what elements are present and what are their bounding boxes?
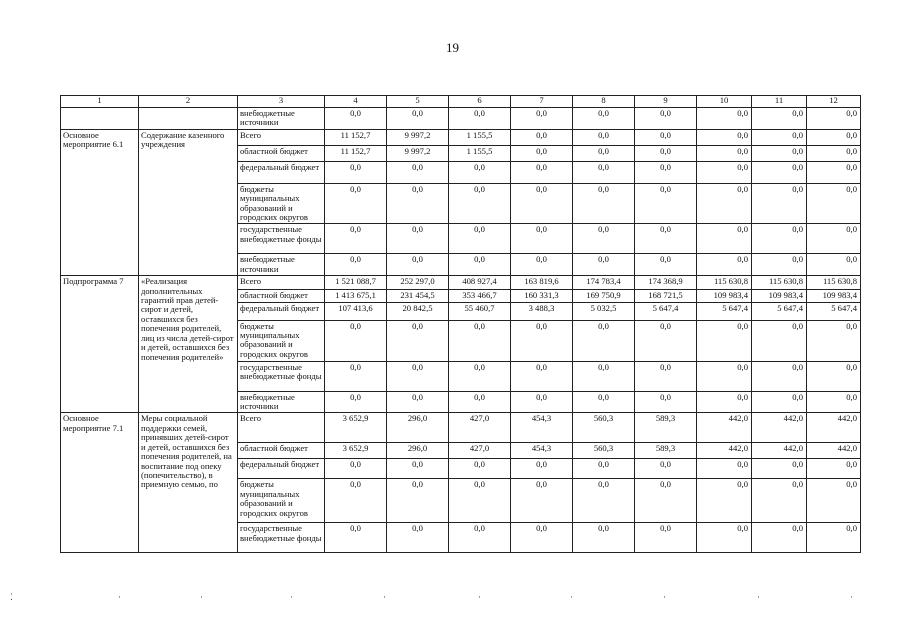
value-cell: 5 032,5: [573, 302, 635, 320]
value-cell: 442,0: [752, 443, 807, 459]
value-cell: 0,0: [635, 161, 697, 183]
value-cell: 3 488,3: [511, 302, 573, 320]
value-cell: 0,0: [387, 183, 449, 224]
value-cell: 0,0: [387, 523, 449, 553]
value-cell: 0,0: [807, 391, 861, 413]
value-cell: 0,0: [325, 459, 387, 479]
value-cell: 0,0: [752, 320, 807, 361]
value-cell: 0,0: [807, 254, 861, 276]
value-cell: 0,0: [752, 459, 807, 479]
table-row: [61, 276, 861, 290]
value-cell: 231 454,5: [387, 290, 449, 302]
value-cell: 0,0: [573, 361, 635, 391]
value-cell: 1 155,5: [449, 129, 511, 145]
value-cell: 1 413 675,1: [325, 290, 387, 302]
funding-source-cell: бюджеты муниципальных образований и городских округов: [238, 320, 325, 361]
value-cell: 0,0: [325, 224, 387, 254]
value-cell: 163 819,6: [511, 276, 573, 290]
value-cell: 0,0: [635, 479, 697, 523]
funding-source-cell: Всего: [238, 129, 325, 145]
value-cell: 442,0: [697, 413, 752, 443]
value-cell: 0,0: [325, 108, 387, 130]
value-cell: 442,0: [697, 443, 752, 459]
value-cell: 0,0: [573, 161, 635, 183]
value-cell: 0,0: [573, 108, 635, 130]
value-cell: 0,0: [573, 479, 635, 523]
value-cell: 5 647,4: [635, 302, 697, 320]
value-cell: 0,0: [325, 320, 387, 361]
value-cell: 0,0: [635, 145, 697, 161]
value-cell: 11 152,7: [325, 129, 387, 145]
header-cell: 12: [807, 96, 861, 108]
value-cell: 0,0: [573, 145, 635, 161]
value-cell: 0,0: [697, 161, 752, 183]
funding-source-cell: областной бюджет: [238, 145, 325, 161]
value-cell: 0,0: [449, 479, 511, 523]
value-cell: 0,0: [752, 183, 807, 224]
value-cell: 0,0: [635, 254, 697, 276]
value-cell: 0,0: [325, 479, 387, 523]
funding-source-cell: федеральный бюджет: [238, 459, 325, 479]
value-cell: 160 331,3: [511, 290, 573, 302]
funding-source-cell: бюджеты муниципальных образований и городских округов: [238, 183, 325, 224]
value-cell: 0,0: [573, 523, 635, 553]
value-cell: 0,0: [752, 523, 807, 553]
value-cell: 0,0: [807, 161, 861, 183]
value-cell: 0,0: [635, 391, 697, 413]
value-cell: 0,0: [697, 108, 752, 130]
header-cell: 10: [697, 96, 752, 108]
program-code-cell: Основное мероприятие 7.1: [61, 413, 139, 553]
value-cell: 0,0: [697, 361, 752, 391]
value-cell: 0,0: [511, 161, 573, 183]
value-cell: 0,0: [807, 320, 861, 361]
value-cell: 0,0: [573, 391, 635, 413]
value-cell: 0,0: [635, 320, 697, 361]
value-cell: 408 927,4: [449, 276, 511, 290]
value-cell: 0,0: [325, 361, 387, 391]
table-row: [61, 413, 861, 443]
value-cell: 0,0: [697, 523, 752, 553]
value-cell: 0,0: [807, 183, 861, 224]
value-cell: 0,0: [449, 108, 511, 130]
value-cell: 0,0: [807, 145, 861, 161]
value-cell: 20 842,5: [387, 302, 449, 320]
value-cell: 0,0: [635, 459, 697, 479]
value-cell: 0,0: [752, 224, 807, 254]
program-code-cell: [61, 108, 139, 130]
value-cell: 0,0: [325, 523, 387, 553]
value-cell: 0,0: [325, 161, 387, 183]
value-cell: 5 647,4: [697, 302, 752, 320]
value-cell: 0,0: [325, 254, 387, 276]
value-cell: 0,0: [449, 391, 511, 413]
value-cell: 589,3: [635, 443, 697, 459]
value-cell: 0,0: [752, 361, 807, 391]
value-cell: 0,0: [697, 145, 752, 161]
header-cell: 7: [511, 96, 573, 108]
value-cell: 560,3: [573, 443, 635, 459]
value-cell: 296,0: [387, 413, 449, 443]
value-cell: 0,0: [387, 361, 449, 391]
value-cell: 0,0: [387, 161, 449, 183]
scan-artifact-dots: ⁚ · · · · · · · · ·: [10, 592, 853, 602]
value-cell: 0,0: [511, 479, 573, 523]
value-cell: 0,0: [511, 183, 573, 224]
header-cell: 5: [387, 96, 449, 108]
value-cell: 0,0: [511, 145, 573, 161]
value-cell: 169 750,9: [573, 290, 635, 302]
value-cell: 0,0: [511, 254, 573, 276]
funding-source-cell: областной бюджет: [238, 290, 325, 302]
value-cell: 0,0: [449, 361, 511, 391]
program-name-cell: [139, 108, 238, 130]
value-cell: 174 783,4: [573, 276, 635, 290]
value-cell: 0,0: [807, 361, 861, 391]
value-cell: 107 413,6: [325, 302, 387, 320]
header-cell: 2: [139, 96, 238, 108]
value-cell: 353 466,7: [449, 290, 511, 302]
value-cell: 442,0: [807, 443, 861, 459]
value-cell: 0,0: [697, 320, 752, 361]
value-cell: 0,0: [752, 254, 807, 276]
value-cell: 0,0: [387, 224, 449, 254]
budget-table: [60, 95, 861, 553]
value-cell: 0,0: [697, 129, 752, 145]
value-cell: 0,0: [697, 183, 752, 224]
value-cell: 427,0: [449, 443, 511, 459]
value-cell: 0,0: [387, 254, 449, 276]
value-cell: 0,0: [807, 129, 861, 145]
value-cell: 442,0: [752, 413, 807, 443]
funding-source-cell: федеральный бюджет: [238, 161, 325, 183]
value-cell: 9 997,2: [387, 145, 449, 161]
value-cell: 0,0: [511, 129, 573, 145]
value-cell: 0,0: [807, 523, 861, 553]
value-cell: 1 521 088,7: [325, 276, 387, 290]
value-cell: 0,0: [449, 254, 511, 276]
value-cell: 0,0: [387, 479, 449, 523]
value-cell: 0,0: [635, 183, 697, 224]
value-cell: 1 155,5: [449, 145, 511, 161]
header-cell: 3: [238, 96, 325, 108]
value-cell: 0,0: [449, 459, 511, 479]
program-name-cell: Меры социальной поддержки семей, принявших детей-сирот и детей, оставшихся без попечения родителей, на воспитание под опеку (попечительство), в приемную семью, по: [139, 413, 238, 553]
funding-source-cell: Всего: [238, 276, 325, 290]
value-cell: 0,0: [697, 224, 752, 254]
value-cell: 0,0: [697, 459, 752, 479]
value-cell: 0,0: [449, 161, 511, 183]
value-cell: 0,0: [752, 479, 807, 523]
funding-source-cell: государственные внебюджетные фонды: [238, 523, 325, 553]
value-cell: 0,0: [511, 320, 573, 361]
value-cell: 454,3: [511, 413, 573, 443]
value-cell: 0,0: [511, 224, 573, 254]
table-row: [61, 129, 861, 145]
value-cell: 0,0: [387, 108, 449, 130]
value-cell: 0,0: [635, 224, 697, 254]
value-cell: 0,0: [635, 129, 697, 145]
value-cell: 0,0: [387, 320, 449, 361]
funding-source-cell: внебюджетные источники: [238, 108, 325, 130]
value-cell: 109 983,4: [807, 290, 861, 302]
value-cell: 5 647,4: [807, 302, 861, 320]
value-cell: 0,0: [573, 320, 635, 361]
value-cell: 3 652,9: [325, 443, 387, 459]
value-cell: 560,3: [573, 413, 635, 443]
value-cell: 0,0: [807, 459, 861, 479]
value-cell: 115 630,8: [807, 276, 861, 290]
value-cell: 0,0: [635, 108, 697, 130]
value-cell: 174 368,9: [635, 276, 697, 290]
header-cell: 9: [635, 96, 697, 108]
header-cell: 4: [325, 96, 387, 108]
page-number: 19: [446, 40, 459, 55]
funding-source-cell: Всего: [238, 413, 325, 443]
value-cell: 0,0: [697, 391, 752, 413]
funding-source-cell: федеральный бюджет: [238, 302, 325, 320]
value-cell: 168 721,5: [635, 290, 697, 302]
value-cell: 55 460,7: [449, 302, 511, 320]
funding-source-cell: бюджеты муниципальных образований и городских округов: [238, 479, 325, 523]
value-cell: 0,0: [697, 479, 752, 523]
table-row: [61, 108, 861, 130]
value-cell: 0,0: [752, 145, 807, 161]
value-cell: 0,0: [807, 108, 861, 130]
program-code-cell: Основное мероприятие 6.1: [61, 129, 139, 275]
value-cell: 0,0: [807, 479, 861, 523]
header-cell: 11: [752, 96, 807, 108]
value-cell: 454,3: [511, 443, 573, 459]
value-cell: 5 647,4: [752, 302, 807, 320]
value-cell: 0,0: [807, 224, 861, 254]
funding-source-cell: внебюджетные источники: [238, 391, 325, 413]
funding-source-cell: внебюджетные источники: [238, 254, 325, 276]
value-cell: 0,0: [449, 224, 511, 254]
value-cell: 109 983,4: [752, 290, 807, 302]
header-row: [61, 96, 861, 108]
value-cell: 0,0: [752, 108, 807, 130]
program-name-cell: «Реализация дополнительных гарантий прав детей-сирот и детей, оставшихся без попечения родителей, лиц из числа детей-сирот и детей, оставшихся без попечения родителей»: [139, 276, 238, 413]
value-cell: 0,0: [387, 459, 449, 479]
program-name-cell: Содержание казенного учреждения: [139, 129, 238, 275]
value-cell: 0,0: [325, 183, 387, 224]
value-cell: 296,0: [387, 443, 449, 459]
value-cell: 0,0: [573, 129, 635, 145]
funding-source-cell: государственные внебюджетные фонды: [238, 361, 325, 391]
funding-source-cell: областной бюджет: [238, 443, 325, 459]
value-cell: 0,0: [449, 320, 511, 361]
value-cell: 0,0: [511, 459, 573, 479]
header-cell: 1: [61, 96, 139, 108]
value-cell: 115 630,8: [752, 276, 807, 290]
value-cell: 0,0: [449, 183, 511, 224]
value-cell: 0,0: [752, 391, 807, 413]
funding-source-cell: государственные внебюджетные фонды: [238, 224, 325, 254]
value-cell: 252 297,0: [387, 276, 449, 290]
value-cell: 0,0: [573, 224, 635, 254]
value-cell: 0,0: [573, 459, 635, 479]
value-cell: 0,0: [635, 361, 697, 391]
value-cell: 109 983,4: [697, 290, 752, 302]
value-cell: 442,0: [807, 413, 861, 443]
value-cell: 0,0: [511, 361, 573, 391]
value-cell: 427,0: [449, 413, 511, 443]
value-cell: 3 652,9: [325, 413, 387, 443]
value-cell: 0,0: [511, 523, 573, 553]
value-cell: 0,0: [511, 108, 573, 130]
value-cell: 0,0: [752, 161, 807, 183]
value-cell: 589,3: [635, 413, 697, 443]
value-cell: 0,0: [573, 183, 635, 224]
value-cell: 0,0: [449, 523, 511, 553]
program-code-cell: Подпрограмма 7: [61, 276, 139, 413]
value-cell: 0,0: [697, 254, 752, 276]
value-cell: 0,0: [573, 254, 635, 276]
value-cell: 0,0: [387, 391, 449, 413]
value-cell: 0,0: [511, 391, 573, 413]
value-cell: 115 630,8: [697, 276, 752, 290]
value-cell: 0,0: [752, 129, 807, 145]
value-cell: 0,0: [635, 523, 697, 553]
value-cell: 11 152,7: [325, 145, 387, 161]
header-cell: 6: [449, 96, 511, 108]
value-cell: 9 997,2: [387, 129, 449, 145]
value-cell: 0,0: [325, 391, 387, 413]
header-cell: 8: [573, 96, 635, 108]
